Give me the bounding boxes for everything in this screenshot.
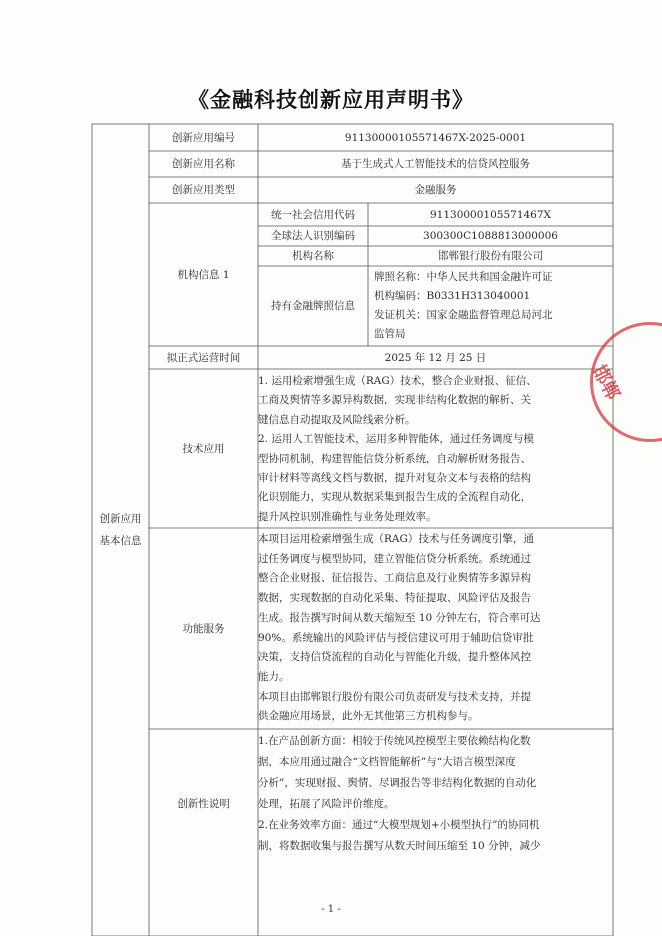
launch-value: 2025 年 12 月 25 日 bbox=[384, 351, 487, 364]
func-line: 整合企业财报、征信报告、工商信息及行业舆情等多源异构 bbox=[258, 572, 531, 585]
innov-line: 处理，拓展了风险评价维度。 bbox=[258, 798, 395, 810]
tech-label: 技术应用 bbox=[182, 442, 225, 455]
func-line: 生成。报告撰写时间从数天缩短至 10 分钟左右，符合率可达 bbox=[258, 611, 541, 624]
basic-info-label bbox=[92, 124, 149, 936]
func-line: 90%。系统输出的风险评估与授信建议可用于辅助信贷审批 bbox=[258, 631, 534, 644]
org-name-value: 邯郸银行股份有限公司 bbox=[438, 250, 543, 262]
app-type-value: 金融服务 bbox=[414, 184, 457, 196]
license-label: 持有金融牌照信息 bbox=[271, 300, 355, 312]
func-label: 功能服务 bbox=[182, 622, 225, 635]
app-type-label: 创新应用类型 bbox=[172, 184, 235, 196]
license-line: 牌照名称：中华人民共和国金融许可证 bbox=[374, 271, 553, 283]
app-id-label: 创新应用编号 bbox=[172, 131, 235, 144]
func-line: 供金融应用场景，此外无其他第三方机构参与。 bbox=[258, 710, 479, 723]
seal-text: 邯郸 bbox=[587, 361, 624, 404]
license-line: 监管局 bbox=[374, 328, 406, 340]
func-line: 本项目运用检索增强生成（RAG）技术与任务调度引擎，通 bbox=[258, 533, 534, 545]
tech-line: 键信息自动提取及风险线索分析。 bbox=[258, 413, 416, 426]
func-content bbox=[258, 530, 608, 727]
app-name-value: 基于生成式人工智能技术的信贷风控服务 bbox=[341, 158, 530, 170]
tech-line: 1. 运用检索增强生成（RAG）技术，整合企业财报、征信、 bbox=[258, 375, 537, 387]
innov-line: 据，本应用通过融合“文档智能解析”与“大语言模型深度 bbox=[258, 756, 516, 768]
org-name-label: 机构名称 bbox=[292, 250, 334, 262]
app-id-value: 91130000105571467X-2025-0001 bbox=[344, 131, 527, 144]
launch-label: 拟正式运营时间 bbox=[166, 351, 241, 364]
lei-value: 300300C1088813000006 bbox=[423, 230, 558, 242]
license-line: 发证机关：国家金融监督管理总局河北 bbox=[374, 309, 553, 321]
tech-line: 提升风控识别准确性与业务处理效率。 bbox=[258, 510, 437, 523]
func-line: 决策，支持信贷流程的自动化与智能化升级，提升整体风控 bbox=[258, 651, 531, 664]
innov-line: 分析”，实现财报、舆情、尽调报告等非结构化数据的自动化 bbox=[258, 777, 537, 789]
credit-code-label: 统一社会信用代码 bbox=[271, 208, 355, 221]
license-info bbox=[374, 266, 610, 346]
basic-info-label-1: 创新应用 bbox=[99, 513, 142, 525]
basic-info-label-2: 基本信息 bbox=[99, 535, 142, 547]
func-line: 能力。 bbox=[258, 670, 290, 683]
func-line: 数据，实现数据的自动化采集、特征提取、风险评估及报告 bbox=[258, 592, 531, 605]
document-title: 《金融科技创新应用声明书》 bbox=[188, 87, 474, 112]
lei-label: 全球法人识别编码 bbox=[271, 230, 355, 242]
innov-line: 1.在产品创新方面：相较于传统风控模型主要依赖结构化数 bbox=[258, 735, 531, 747]
tech-content bbox=[258, 372, 608, 527]
credit-code-value: 91130000105571467X bbox=[429, 208, 552, 221]
tech-line: 工商及舆情等多源异构数据，实现非结构化数据的解析、关 bbox=[258, 394, 531, 407]
tech-line: 型协同机制，构建智能信贷分析系统，自动解析财务报告、 bbox=[258, 452, 531, 465]
innov-content bbox=[258, 731, 608, 857]
func-line: 过任务调度与模型协同，建立智能信贷分析系统。系统通过 bbox=[258, 552, 531, 565]
tech-line: 2. 运用人工智能技术，运用多种智能体，通过任务调度与模 bbox=[258, 433, 534, 446]
app-name-label: 创新应用名称 bbox=[172, 158, 235, 170]
tech-line: 化识别能力，实现从数据采集到报告生成的全流程自动化， bbox=[258, 491, 531, 504]
org-info-label: 机构信息 1 bbox=[177, 268, 230, 281]
innov-line: 制，将数据收集与报告撰写从数天时间压缩至 10 分钟，减少 bbox=[258, 840, 541, 852]
innov-label: 创新性说明 bbox=[177, 798, 230, 810]
license-line: 机构编码：B0331H313040001 bbox=[374, 290, 531, 302]
func-line: 本项目由邯郸银行股份有限公司负责研发与技术支持，并提 bbox=[258, 690, 531, 703]
innov-line: 2.在业务效率方面：通过“大模型规划+小模型执行”的协同机 bbox=[258, 819, 540, 831]
page-number: - 1 - bbox=[321, 904, 341, 915]
tech-line: 审计材料等离线文档与数据，提升对复杂文本与表格的结构 bbox=[258, 472, 531, 485]
